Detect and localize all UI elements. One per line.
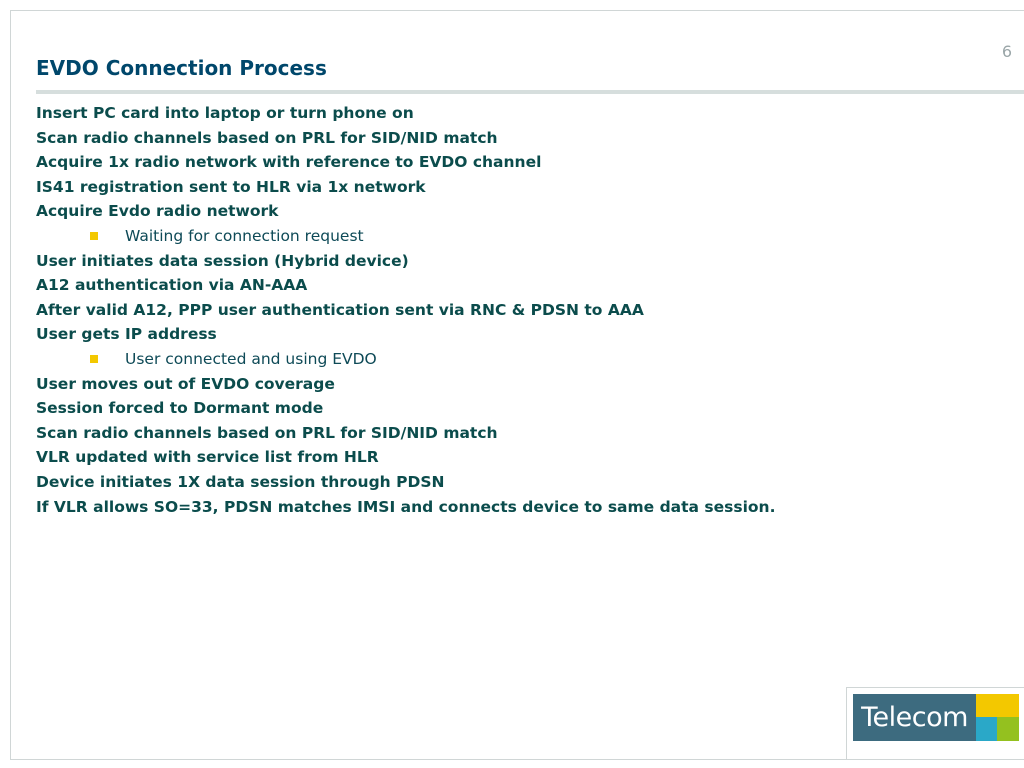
page-number: 6	[1001, 42, 1012, 61]
title-divider	[36, 90, 1024, 94]
slide	[10, 10, 1024, 760]
square-bullet-icon	[90, 232, 98, 240]
bullet-item: Acquire 1x radio network with reference to EVDO channel	[36, 153, 542, 172]
bullet-list	[36, 101, 1014, 519]
bullet-item: Insert PC card into laptop or turn phone on	[36, 104, 414, 122]
bullet-item: Session forced to Dormant mode	[36, 399, 324, 418]
bullet-item: IS41 registration sent to HLR via 1x network	[36, 177, 426, 196]
logo-green-square	[997, 717, 1019, 741]
bullet-item: A12 authentication via AN-AAA	[36, 276, 308, 295]
bullet-item: VLR updated with service list from HLR	[36, 448, 379, 467]
bullet-item: If VLR allows SO=33, PDSN matches IMSI and connects device to same data session.	[36, 497, 776, 516]
slide-title: EVDO Connection Process	[36, 56, 327, 80]
bullet-item: After valid A12, PPP user authentication sent via RNC & PDSN to AAA	[36, 300, 644, 319]
logo-wordmark-box	[853, 694, 976, 741]
bullet-item: User initiates data session (Hybrid device)	[36, 251, 409, 270]
sub-bullet-text: Waiting for connection request	[125, 226, 364, 245]
logo-squares-icon	[976, 694, 1019, 741]
logo-wordmark: Telecom	[861, 702, 968, 733]
square-bullet-icon	[90, 355, 98, 363]
bullet-item: User moves out of EVDO coverage	[36, 374, 335, 393]
bullet-item: Scan radio channels based on PRL for SID/NID match	[36, 423, 498, 442]
logo-teal-square	[976, 717, 997, 741]
sub-bullet-item	[36, 224, 1014, 249]
telecom-logo	[846, 687, 1024, 759]
logo-yellow-square	[976, 694, 1019, 717]
bullet-item: Device initiates 1X data session through PDSN	[36, 472, 445, 491]
bullet-item: User gets IP address	[36, 325, 217, 344]
bullet-item: Acquire Evdo radio network	[36, 202, 279, 221]
sub-bullet-item	[36, 347, 1014, 372]
sub-bullet-text: User connected and using EVDO	[125, 349, 377, 368]
bullet-item: Scan radio channels based on PRL for SID/NID match	[36, 128, 498, 147]
